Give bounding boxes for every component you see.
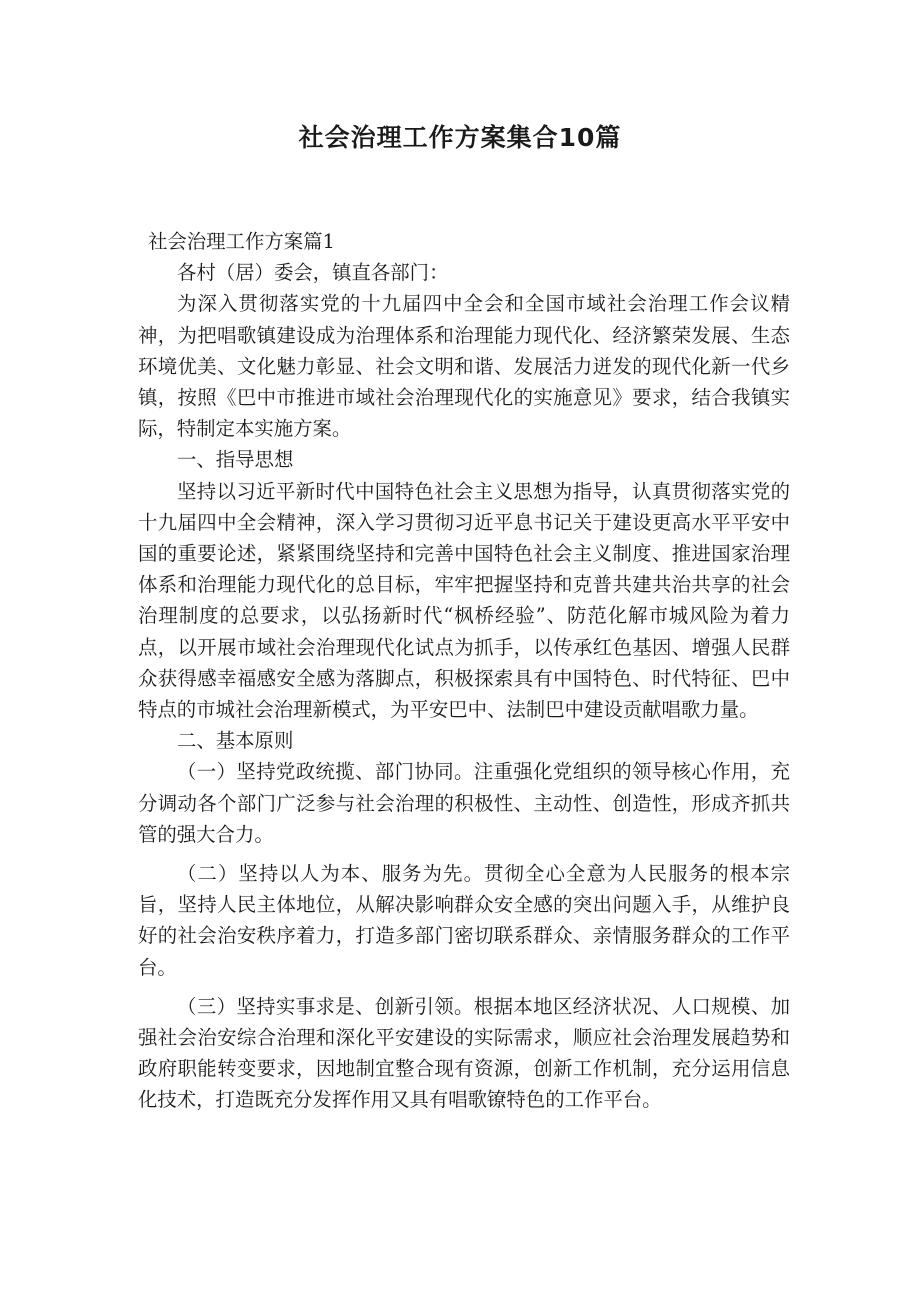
heading-basic-principles: 二、基本原则 [177, 729, 294, 753]
document-title: 社会治理工作方案集合10篇 [298, 123, 622, 152]
document-body [138, 226, 790, 1116]
principle-2-paragraph: （二）坚持以人为本、服务为先。贯彻全心全意为人民服务的根本宗旨，坚持人民主体地位，从解决影响群众安全感的突出问题入手，从维护良好的社会治安秩序着力，打造多部门密切联系群众、亲情服务群众的工作平台。 [138, 862, 790, 979]
intro-paragraph: 为深入贯彻落实党的十九届四中全会和全国市域社会治理工作会议精神，为把唱歌镇建设成为治理体系和治理能力现代化、经济繁荣发展、生态环境优美、文化魅力彰显、社会文明和谐、发展活力迸发的现代化新一代乡镇，按照《巴中市推进市域社会治理现代化的实施意见》要求，结合我镇实际，特制定本实施方案。 [138, 292, 790, 441]
principle-1-paragraph: （一）坚持党政统揽、部门协同。注重强化党组织的领导核心作用，充分调动各个部门广泛参与社会治理的积极性、主动性、创造性，形成齐抓共管的强大合力。 [138, 760, 790, 846]
heading-guiding-thought: 一、指导思想 [177, 448, 294, 472]
guiding-thought-paragraph: 坚持以习近平新时代中国特色社会主义思想为指导，认真贯彻落实党的十九届四中全会精神，深入学习贯彻习近平息书记关于建设更高水平平安中国的重要论述，紧紧围绕坚持和完善中国特色社会主义制度、推进国家治理体系和治理能力现代化的总目标，牢牢把握坚持和克普共建共治共享的社会治理制度的总要求，以弘扬新时代“枫桥经验”、防范化解市城风险为着力点，以开展市域社会治理现代化试点为抓手，以传承红色基因、增强人民群众获得感幸福感安全感为落脚点，积极探索具有中国特色、时代特征、巴中特点的市城社会治理新模式，为平安巴中、法制巴中建设贡献唱歌力量。 [138, 479, 790, 722]
salutation: 各村（居）委会，镇直各部门： [177, 261, 449, 285]
section-heading: 社会治理工作方案篇1 [148, 230, 335, 253]
principle-3-paragraph: （三）坚持实事求是、创新引领。根据本地区经济状况、人口规模、加强社会治安综合治理和深化平安建设的实际需求，顺应社会治理发展趋势和政府职能转变要求，因地制宜整合现有资源，创新工作机制，充分运用信息化技术，打造既充分发挥作用又具有唱歌镣特色的工作平台。 [138, 994, 790, 1112]
